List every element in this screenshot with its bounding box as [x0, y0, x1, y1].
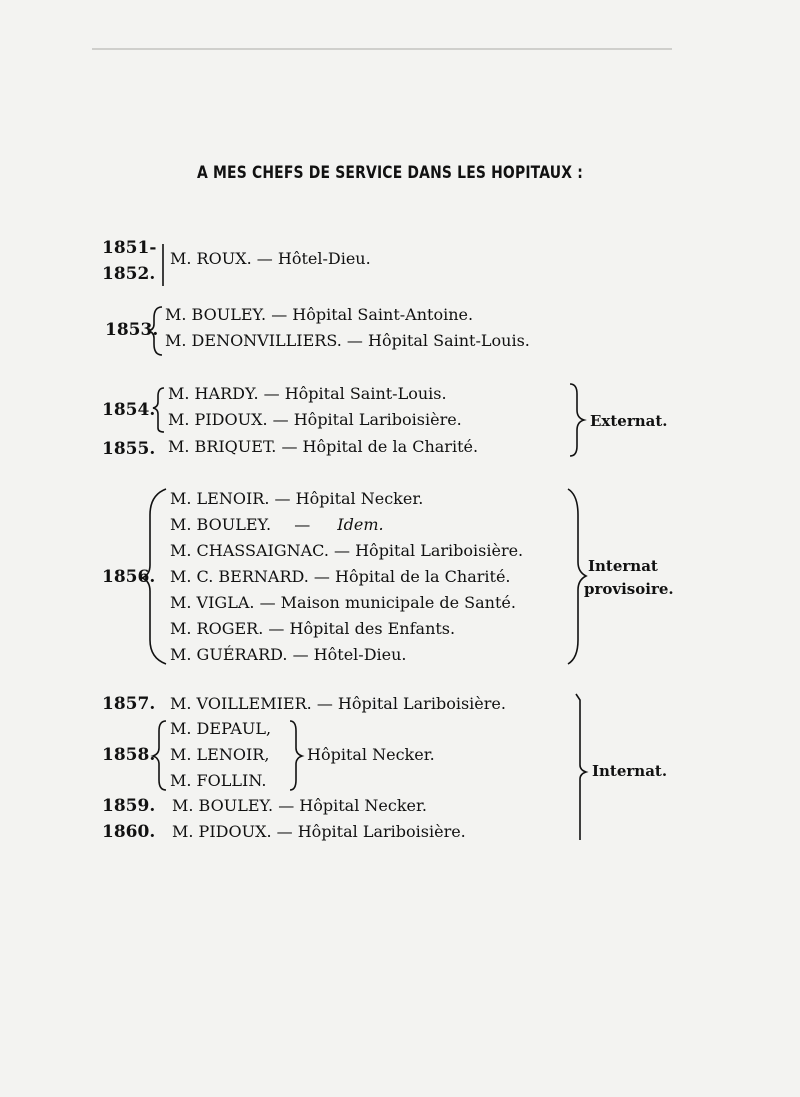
entry-place: — Hôpital Saint-Antoine.	[271, 305, 474, 324]
entry-bouley-1859	[172, 796, 427, 815]
entry-pidoux-1860	[172, 822, 466, 841]
page-title: A MES CHEFS DE SERVICE DANS LES HOPITAUX :	[197, 163, 583, 183]
entry-name: M. VOILLEMIER.	[170, 694, 312, 713]
brace-internat-right	[576, 694, 586, 840]
year-1860: 1860.	[102, 822, 156, 842]
entry-bouley-1853	[165, 305, 473, 324]
year-1855: 1855.	[102, 439, 156, 459]
entry-name: M. LENOIR.	[170, 489, 270, 508]
entry-voillemier	[170, 694, 506, 713]
entry-name: M. BOULEY.	[170, 515, 272, 534]
entry-place: — Hôpital des Enfants.	[268, 619, 456, 638]
entry-follin: M. FOLLIN.	[170, 771, 267, 790]
entry-name: M. C. BERNARD.	[170, 567, 309, 586]
brace-provisoire-right	[568, 489, 586, 664]
entry-name: M. BOULEY.	[172, 796, 274, 815]
year-1858: 1858.	[102, 745, 156, 765]
brace-externat-right	[570, 384, 584, 456]
entry-name: M. DENONVILLIERS.	[165, 331, 342, 350]
entry-place: — Maison municipale de Santé.	[259, 593, 516, 612]
entry-place: — Hôpital Saint-Louis.	[263, 384, 447, 403]
entry-name: M. ROUX.	[170, 249, 252, 268]
entry-place: — Hôpital de la Charité.	[313, 567, 511, 586]
year-1856: 1856.	[102, 567, 156, 587]
entry-place: — Hôpital Lariboisière.	[334, 541, 524, 560]
year-1854: 1854.	[102, 400, 156, 420]
entry-guerard	[170, 645, 407, 664]
year-1853: 1853.	[105, 320, 159, 340]
entry-roux	[170, 249, 371, 268]
entry-lenoir-1858: M. LENOIR,	[170, 745, 270, 764]
entry-hardy	[168, 384, 447, 403]
entry-denonvilliers	[165, 331, 530, 350]
entry-place: Idem.	[337, 515, 384, 534]
label-internat-provisoire-line1: Internat	[588, 557, 658, 575]
entry-name: M. BRIQUET.	[168, 437, 277, 456]
entry-place: — Hôpital Lariboisière.	[316, 694, 506, 713]
entry-name: M. ROGER.	[170, 619, 264, 638]
entry-depaul: M. DEPAUL,	[170, 719, 272, 738]
entry-place: — Hôpital Saint-Louis.	[346, 331, 530, 350]
year-1852: 1852.	[102, 264, 156, 284]
entry-vigla	[170, 593, 516, 612]
entry-name: M. CHASSAIGNAC.	[170, 541, 329, 560]
entry-place: — Hôpital Lariboisière.	[276, 822, 466, 841]
entry-place: — Hôpital Necker.	[274, 489, 424, 508]
entry-place: — Hôtel-Dieu.	[292, 645, 407, 664]
year-1851: 1851-	[102, 238, 157, 258]
entry-name: M. BOULEY.	[165, 305, 267, 324]
entry-name: M. VIGLA.	[170, 593, 255, 612]
label-internat-provisoire-line2: provisoire.	[584, 580, 674, 598]
top-rule	[92, 48, 672, 50]
entry-place: — Hôpital de la Charité.	[281, 437, 479, 456]
entry-name: M. GUÉRARD.	[170, 645, 288, 664]
entry-name: M. PIDOUX.	[172, 822, 272, 841]
entry-c-bernard	[170, 567, 511, 586]
brace-1858-middle	[290, 721, 302, 790]
entry-roger	[170, 619, 455, 638]
entry-chassaignac	[170, 541, 523, 560]
entry-1858-place: Hôpital Necker.	[307, 745, 435, 764]
entry-name: M. HARDY.	[168, 384, 259, 403]
entry-place: — Hôpital Necker.	[278, 796, 427, 815]
entry-place: — Hôtel-Dieu.	[256, 249, 371, 268]
label-externat: Externat.	[590, 412, 668, 430]
label-internat: Internat.	[592, 762, 668, 780]
entry-dash: —	[294, 515, 311, 534]
entry-lenoir-1856	[170, 489, 423, 508]
entry-bouley-1856	[170, 515, 384, 534]
year-1859: 1859.	[102, 796, 156, 816]
entry-place: — Hôpital Lariboisière.	[272, 410, 462, 429]
entry-name: M. PIDOUX.	[168, 410, 268, 429]
entry-pidoux-1854	[168, 410, 462, 429]
entry-briquet	[168, 437, 478, 456]
year-1857: 1857.	[102, 694, 156, 714]
